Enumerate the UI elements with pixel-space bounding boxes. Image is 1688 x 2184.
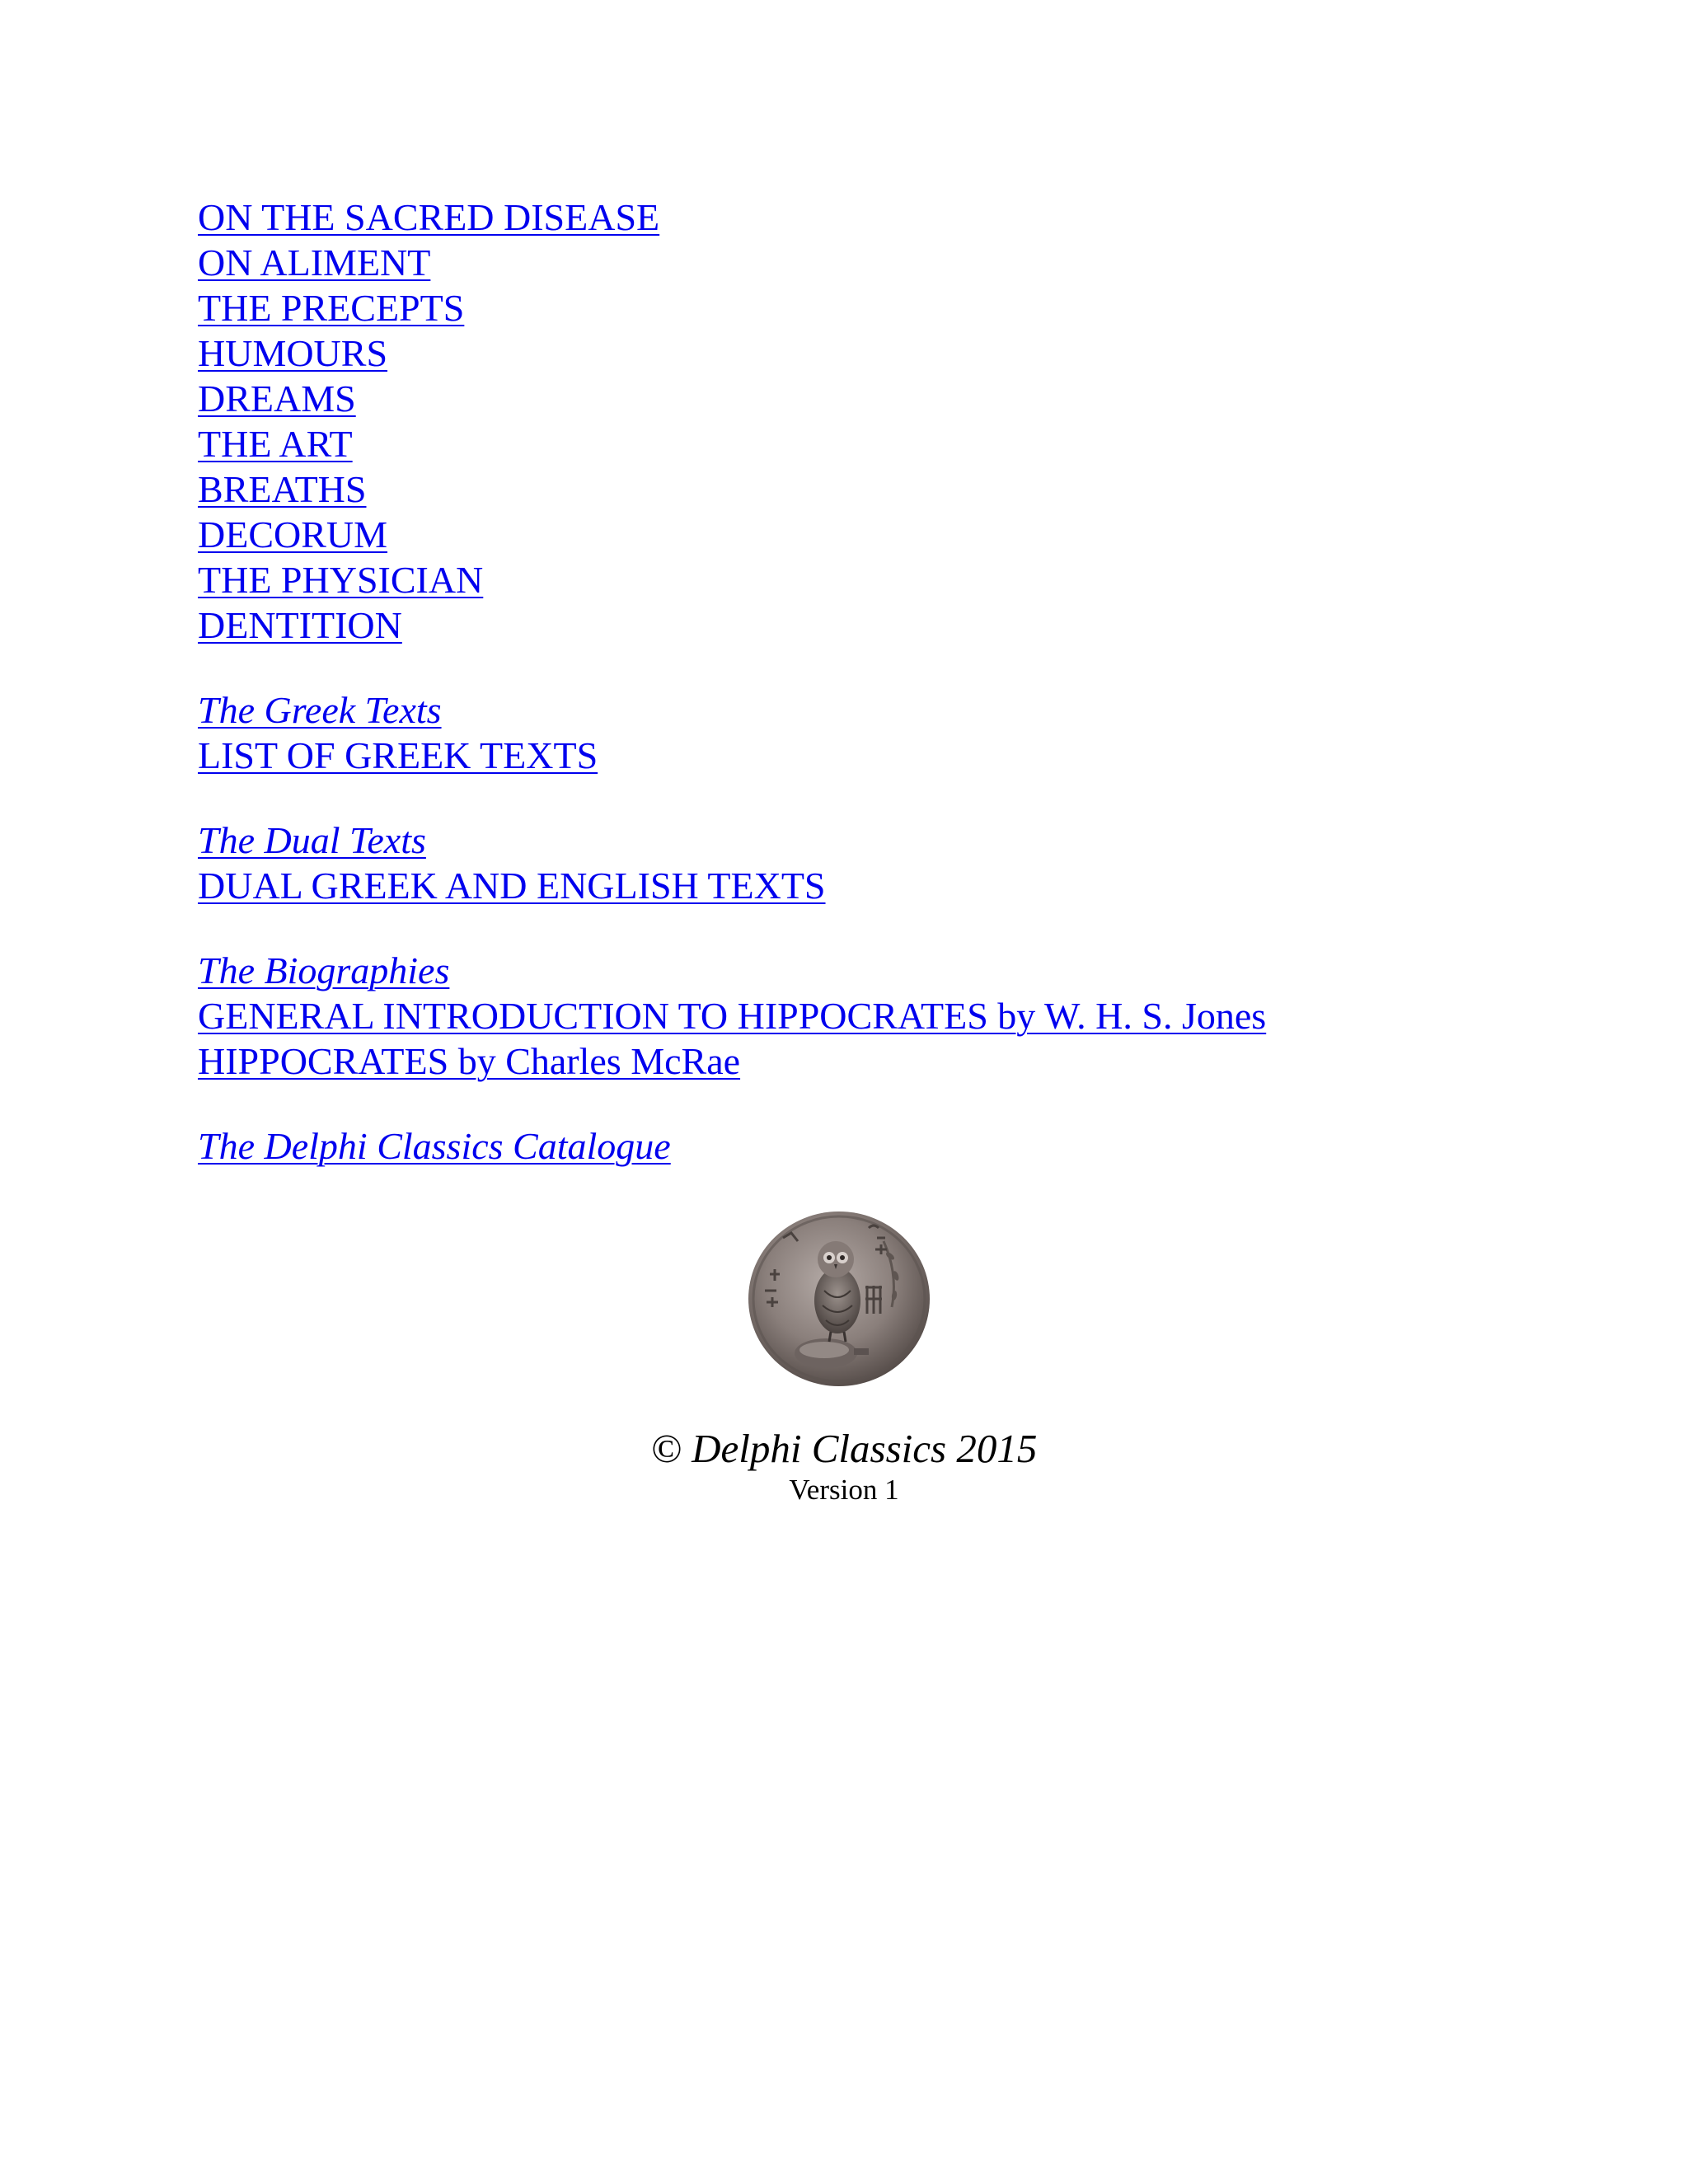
section-link-biographies[interactable]: The Biographies — [198, 949, 450, 991]
toc-link-physician[interactable]: THE PHYSICIAN — [198, 559, 484, 601]
toc-link-list-of-greek-texts[interactable]: LIST OF GREEK TEXTS — [198, 734, 598, 776]
toc-link-dreams[interactable]: DREAMS — [198, 377, 356, 419]
toc-link-aliment[interactable]: ON ALIMENT — [198, 241, 431, 284]
toc-link-sacred-disease[interactable]: ON THE SACRED DISEASE — [198, 196, 660, 238]
table-of-contents — [198, 194, 1599, 1169]
toc-link-the-art[interactable]: THE ART — [198, 423, 353, 465]
toc-link-hippocrates-mcrae[interactable]: HIPPOCRATES by Charles McRae — [198, 1040, 741, 1082]
toc-link-precepts[interactable]: THE PRECEPTS — [198, 287, 465, 329]
toc-link-general-introduction[interactable]: GENERAL INTRODUCTION TO HIPPOCRATES by W. H. S. Jones — [198, 995, 1267, 1037]
toc-link-dual-greek-english[interactable]: DUAL GREEK AND ENGLISH TEXTS — [198, 865, 826, 907]
section-link-dual-texts[interactable]: The Dual Texts — [198, 819, 426, 861]
toc-link-breaths[interactable]: BREATHS — [198, 468, 367, 510]
owl-coin-icon — [745, 1208, 933, 1390]
toc-link-decorum[interactable]: DECORUM — [198, 513, 388, 555]
copyright-notice: © Delphi Classics 2015 — [650, 1426, 1038, 1471]
toc-link-dentition[interactable]: DENTITION — [198, 604, 402, 646]
section-link-greek-texts[interactable]: The Greek Texts — [198, 689, 442, 731]
owl-coin-logo — [745, 1208, 933, 1390]
version-label: Version 1 — [789, 1474, 899, 1506]
toc-link-humours[interactable]: HUMOURS — [198, 332, 388, 374]
section-link-catalogue[interactable]: The Delphi Classics Catalogue — [198, 1125, 671, 1167]
